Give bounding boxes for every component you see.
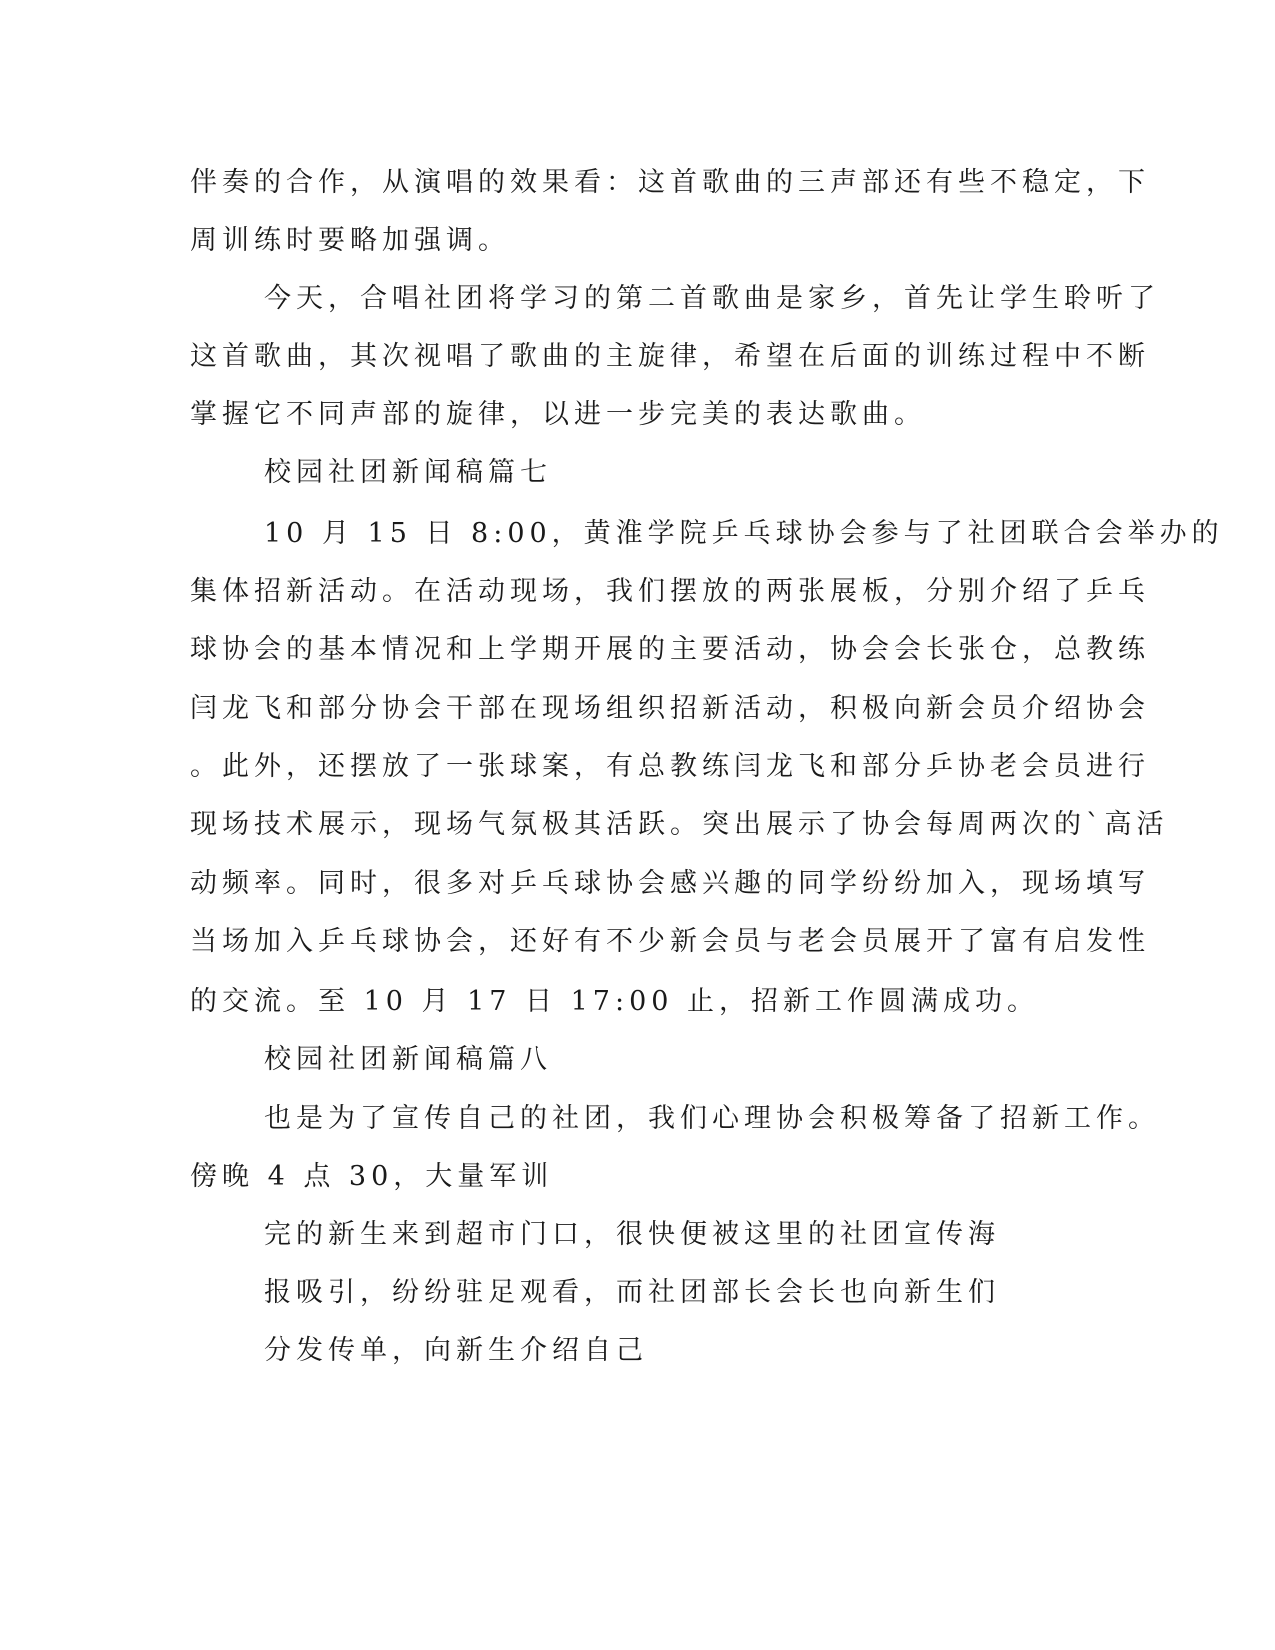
text-line: 集体招新活动。在活动现场，我们摆放的两张展板，分别介绍了乒乓 xyxy=(190,576,1150,607)
text-line: 闫龙飞和部分协会干部在现场组织招新活动，积极向新会员介绍协会 xyxy=(190,693,1150,724)
text-line: 掌握它不同声部的旋律，以进一步完美的表达歌曲。 xyxy=(190,399,926,430)
section-heading-8: 校园社团新闻稿篇八 xyxy=(264,1044,552,1075)
text-line: 分发传单，向新生介绍自己 xyxy=(264,1335,648,1366)
text-line: 当场加入乒乓球协会，还好有不少新会员与老会员展开了富有启发性 xyxy=(190,926,1150,957)
paragraph-start: 也是为了宣传自己的社团，我们心理协会积极筹备了招新工作。 xyxy=(264,1103,1160,1134)
text-line: 现场技术展示，现场气氛极其活跃。突出展示了协会每周两次的`高活 xyxy=(190,809,1169,840)
text-line: 。此外，还摆放了一张球案，有总教练闫龙飞和部分乒协老会员进行 xyxy=(190,751,1150,782)
paragraph-start: 10 月 15 日 8:00，黄淮学院乒乓球协会参与了社团联合会举办的 xyxy=(264,518,1224,549)
text-line: 伴奏的合作，从演唱的效果看：这首歌曲的三声部还有些不稳定，下 xyxy=(190,167,1150,198)
text-line: 完的新生来到超市门口，很快便被这里的社团宣传海 xyxy=(264,1219,1000,1250)
text-line: 的交流。至 10 月 17 日 17:00 止，招新工作圆满成功。 xyxy=(190,986,1040,1017)
text-line: 动频率。同时，很多对乒乓球协会感兴趣的同学纷纷加入，现场填写 xyxy=(190,868,1150,899)
text-line: 球协会的基本情况和上学期开展的主要活动，协会会长张仓，总教练 xyxy=(190,634,1150,665)
paragraph-start: 今天，合唱社团将学习的第二首歌曲是家乡，首先让学生聆听了 xyxy=(264,283,1160,314)
text-line: 报吸引，纷纷驻足观看，而社团部长会长也向新生们 xyxy=(264,1277,1000,1308)
text-line: 傍晚 4 点 30，大量军训 xyxy=(190,1161,554,1192)
text-line: 周训练时要略加强调。 xyxy=(190,225,510,256)
section-heading-7: 校园社团新闻稿篇七 xyxy=(264,457,552,488)
text-line: 这首歌曲，其次视唱了歌曲的主旋律，希望在后面的训练过程中不断 xyxy=(190,341,1150,372)
